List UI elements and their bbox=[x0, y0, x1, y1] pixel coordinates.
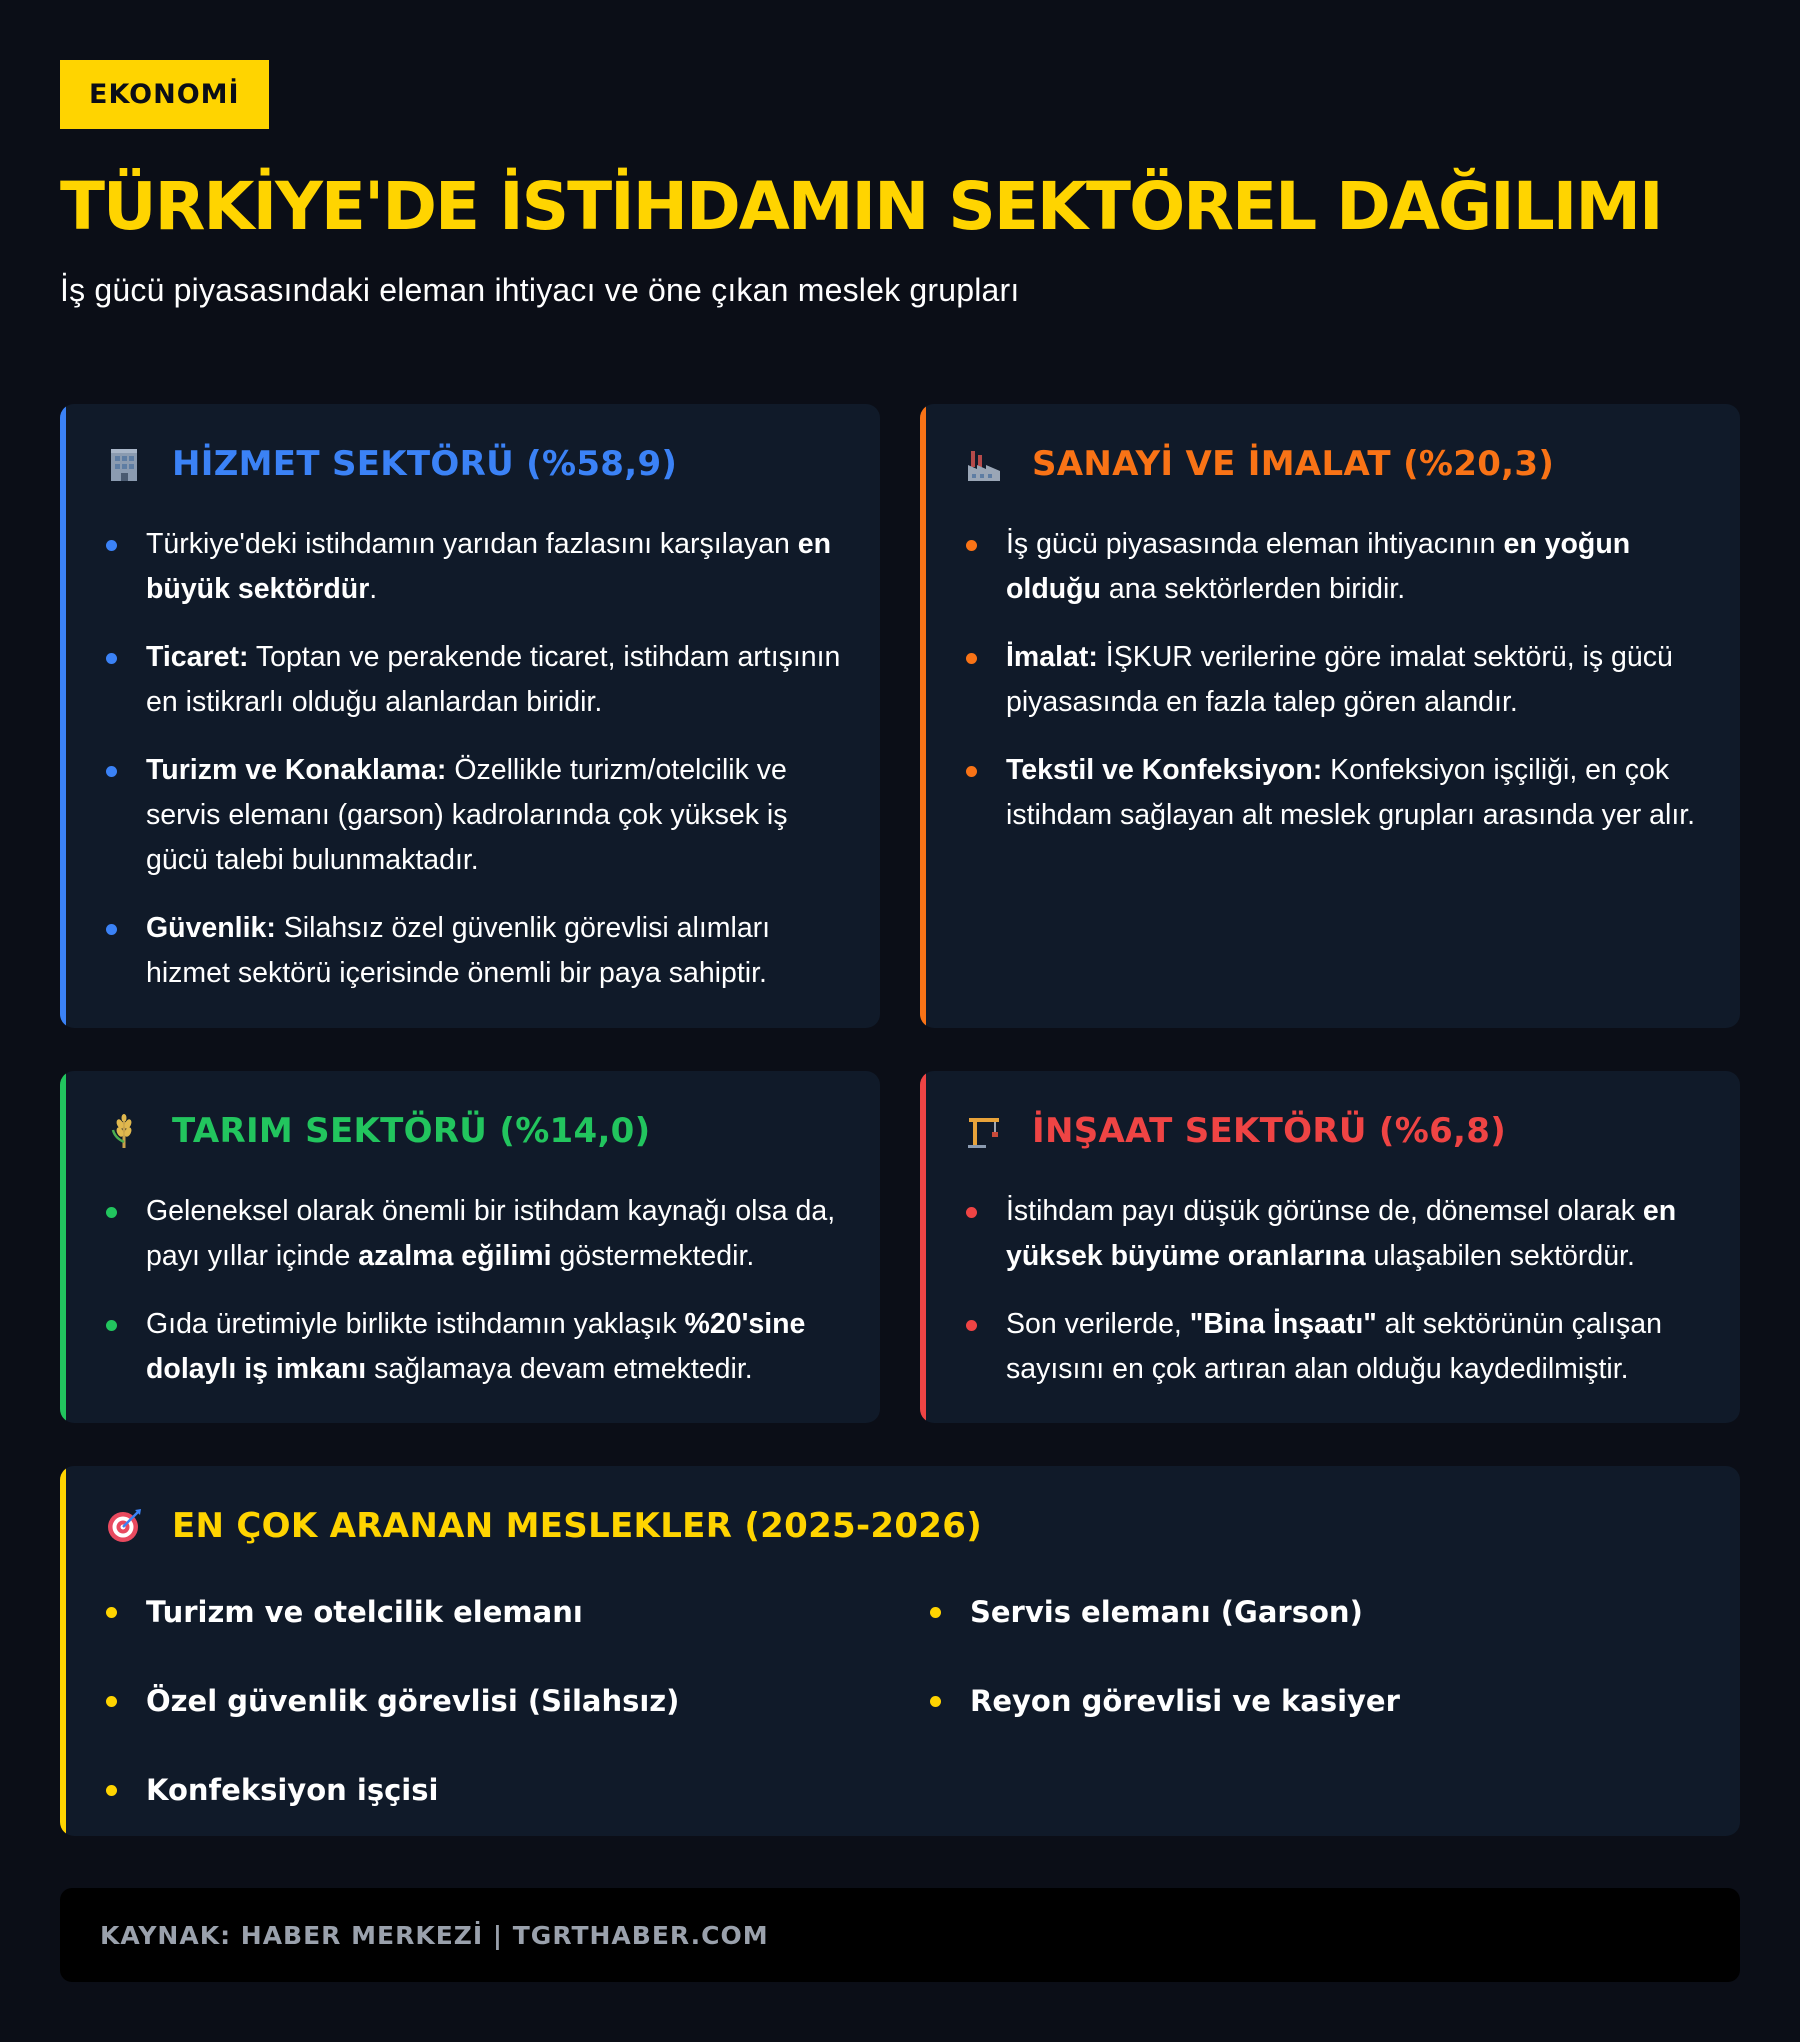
list-item: Güvenlik: Silahsız özel güvenlik görevlisi alımları hizmet sektörü içerisinde önemli bir paya sahiptir. bbox=[104, 906, 844, 996]
list-item: Servis elemanı (Garson) bbox=[928, 1592, 1363, 1632]
category-tag: EKONOMİ bbox=[60, 60, 269, 129]
bullet-list bbox=[104, 1189, 844, 1392]
bullet-list bbox=[104, 522, 844, 996]
page-title: TÜRKİYE'DE İSTİHDAMIN SEKTÖREL DAĞILIMI bbox=[60, 168, 1662, 245]
card-title: EN ÇOK ARANAN MESLEKLER (2025-2026) bbox=[172, 1506, 983, 1546]
card-accent-bar bbox=[60, 1466, 66, 1836]
card-accent-bar bbox=[920, 1071, 926, 1423]
list-item: Geleneksel olarak önemli bir istihdam kaynağı olsa da, payı yıllar içinde azalma eğilimi göstermektedir. bbox=[104, 1189, 844, 1279]
card-accent-bar bbox=[60, 1071, 66, 1423]
header bbox=[60, 60, 1740, 309]
list-item: Ticaret: Toptan ve perakende ticaret, istihdam artışının en istikrarlı olduğu alanlardan biridir. bbox=[104, 635, 844, 725]
source-text: KAYNAK: HABER MERKEZİ | TGRTHABER.COM bbox=[100, 1920, 769, 1950]
card-accent-bar bbox=[920, 404, 926, 1028]
construction-crane-icon bbox=[964, 1111, 1004, 1151]
bullet-list bbox=[964, 1189, 1704, 1392]
list-item: Konfeksiyon işçisi bbox=[104, 1770, 438, 1810]
card-header bbox=[104, 1506, 982, 1546]
list-item: Turizm ve Konaklama: Özellikle turizm/otelcilik ve servis elemanı (garson) kadrolarında çok yüksek iş gücü talebi bulunmaktadır. bbox=[104, 748, 844, 883]
card-accent-bar bbox=[60, 404, 66, 1028]
source-footer bbox=[60, 1888, 1740, 1982]
card-tarim bbox=[60, 1071, 880, 1423]
wheat-icon bbox=[104, 1111, 144, 1151]
card-title: İNŞAAT SEKTÖRÜ (%6,8) bbox=[1032, 1111, 1507, 1151]
card-sanayi bbox=[920, 404, 1740, 1028]
list-item: İmalat: İŞKUR verilerine göre imalat sektörü, iş gücü piyasasında en fazla talep gören alandır. bbox=[964, 635, 1704, 725]
list-item: Tekstil ve Konfeksiyon: Konfeksiyon işçiliği, en çok istihdam sağlayan alt meslek grupları arasında yer alır. bbox=[964, 748, 1704, 838]
card-title: HİZMET SEKTÖRÜ (%58,9) bbox=[172, 444, 678, 484]
office-building-icon bbox=[104, 444, 144, 484]
card-header bbox=[964, 1111, 1506, 1151]
list-item: Turizm ve otelcilik elemanı bbox=[104, 1592, 583, 1632]
page-subtitle: İş gücü piyasasındaki eleman ihtiyacı ve öne çıkan meslek grupları bbox=[60, 271, 1020, 308]
card-header bbox=[104, 444, 677, 484]
target-icon bbox=[104, 1506, 144, 1546]
factory-icon bbox=[964, 444, 1004, 484]
list-item: Özel güvenlik görevlisi (Silahsız) bbox=[104, 1681, 679, 1721]
list-item: Gıda üretimiyle birlikte istihdamın yaklaşık %20'sine dolaylı iş imkanı sağlamaya devam etmektedir. bbox=[104, 1302, 844, 1392]
card-header bbox=[964, 444, 1554, 484]
card-header bbox=[104, 1111, 650, 1151]
list-item: Son verilerde, "Bina İnşaatı" alt sektörünün çalışan sayısını en çok artıran alan olduğu kaydedilmiştir. bbox=[964, 1302, 1704, 1392]
card-title: SANAYİ VE İMALAT (%20,3) bbox=[1032, 444, 1555, 484]
card-title: TARIM SEKTÖRÜ (%14,0) bbox=[172, 1111, 651, 1151]
card-meslekler bbox=[60, 1466, 1740, 1836]
bullet-list bbox=[964, 522, 1704, 838]
list-item: Türkiye'deki istihdamın yarıdan fazlasını karşılayan en büyük sektördür. bbox=[104, 522, 844, 612]
card-hizmet bbox=[60, 404, 880, 1028]
list-item: İş gücü piyasasında eleman ihtiyacının en yoğun olduğu ana sektörlerden biridir. bbox=[964, 522, 1704, 612]
list-item: İstihdam payı düşük görünse de, dönemsel olarak en yüksek büyüme oranlarına ulaşabilen sektördür. bbox=[964, 1189, 1704, 1279]
card-insaat bbox=[920, 1071, 1740, 1423]
list-item: Reyon görevlisi ve kasiyer bbox=[928, 1681, 1400, 1721]
